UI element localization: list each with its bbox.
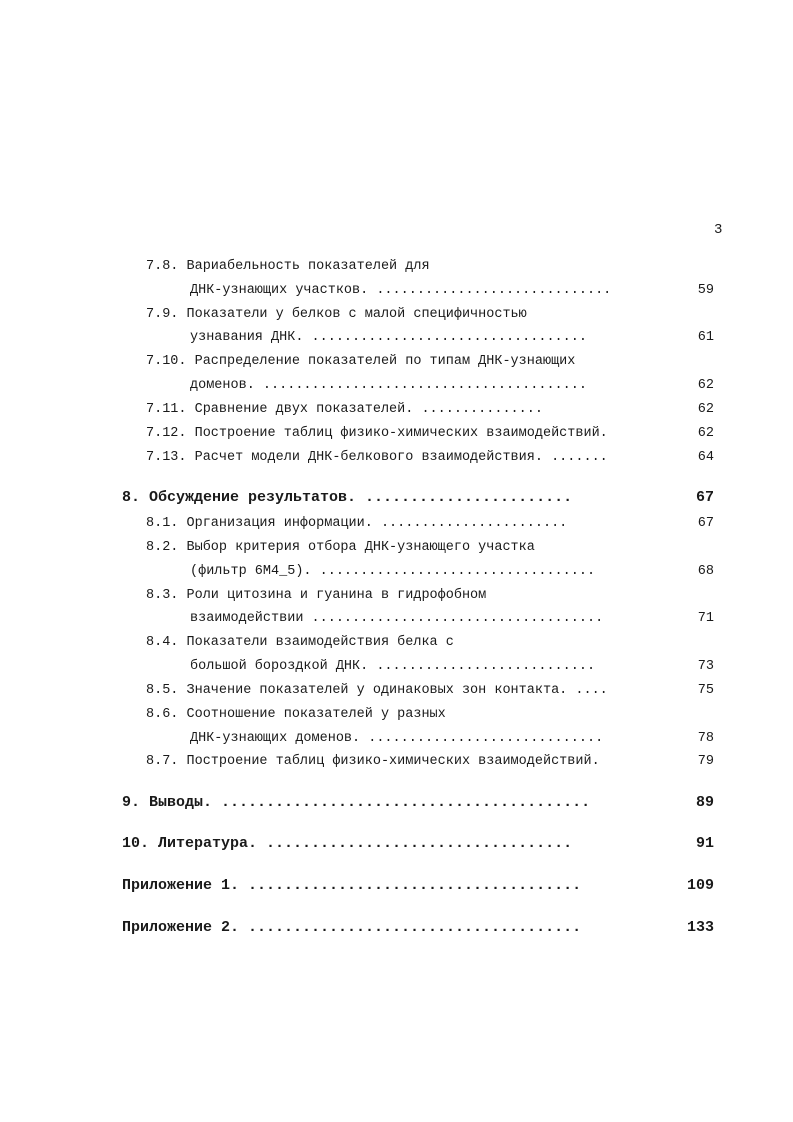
toc-chapter — [0, 488, 793, 508]
toc-entry-text: 8.5. Значение показателей у одинаковых зон контакта. .... — [146, 683, 608, 698]
toc-entry-text: взаимодействии .................................... — [190, 611, 604, 626]
toc-chapter-page: 133 — [686, 919, 714, 936]
toc-entry-text: 7.9. Показатели у белков с малой специфичностью — [146, 307, 527, 322]
toc-entry-text: узнавания ДНК. .................................. — [190, 330, 587, 345]
toc-entry-text: большой бороздкой ДНК. ........................... — [190, 659, 596, 674]
toc-entry — [0, 352, 793, 372]
toc-chapter-text: 9. Выводы. ......................................... — [122, 794, 591, 811]
toc-entry-text: 7.12. Построение таблиц физико-химических взаимодействий. — [146, 426, 608, 441]
toc-entry — [0, 562, 793, 582]
toc-chapter-text: 8. Обсуждение результатов. ....................... — [122, 489, 573, 506]
toc-entry — [0, 281, 793, 301]
toc-entry — [0, 448, 793, 468]
toc-entry — [0, 752, 793, 772]
toc-entry-text: доменов. ........................................ — [190, 378, 587, 393]
toc-chapter — [0, 793, 793, 813]
toc-entry — [0, 586, 793, 606]
toc-entry-text: 7.13. Расчет модели ДНК-белкового взаимодействия. ....... — [146, 450, 608, 465]
toc-entry-page: 61 — [697, 330, 714, 345]
toc-chapter-page: 109 — [686, 877, 714, 894]
toc-entry — [0, 424, 793, 444]
toc-entry-text: 7.10. Распределение показателей по типам ДНК-узнающих — [146, 354, 576, 369]
toc-entry — [0, 257, 793, 277]
toc-entry — [0, 305, 793, 325]
toc-entry-text: 8.6. Соотношение показателей у разных — [146, 707, 446, 722]
toc-chapter — [0, 834, 793, 854]
toc-entry — [0, 681, 793, 701]
toc-entry-text: 8.2. Выбор критерия отбора ДНК-узнающего участка — [146, 540, 535, 555]
toc-entry-text: 8.1. Организация информации. ....................... — [146, 516, 568, 531]
toc-entry — [0, 400, 793, 420]
toc-entry — [0, 729, 793, 749]
toc-entry-text: ДНК-узнающих доменов. ............................. — [190, 731, 604, 746]
toc-entry-text: 8.4. Показатели взаимодействия белка с — [146, 635, 454, 650]
toc-entry-page: 59 — [697, 283, 714, 298]
toc-entry — [0, 376, 793, 396]
toc-entry-page: 73 — [697, 659, 714, 674]
toc-entry-page: 78 — [697, 731, 714, 746]
toc-entry-page: 67 — [697, 516, 714, 531]
toc-chapter-text: Приложение 1. ..................................... — [122, 877, 582, 894]
toc-entry — [0, 705, 793, 725]
toc-entry-text: 7.11. Сравнение двух показателей. ............... — [146, 402, 543, 417]
toc-entry-text: 8.7. Построение таблиц физико-химических взаимодействий. — [146, 754, 600, 769]
page-number: 3 — [714, 222, 723, 238]
toc-chapter-text: Приложение 2. ..................................... — [122, 919, 582, 936]
toc-chapter-page: 67 — [695, 489, 714, 506]
toc-entry-page: 62 — [697, 378, 714, 393]
toc-entry-text: (фильтр 6М4_5). .................................. — [190, 564, 596, 579]
toc-entry-page: 62 — [697, 402, 714, 417]
toc-entry-page: 75 — [697, 683, 714, 698]
toc-entry-page: 71 — [697, 611, 714, 626]
toc-entry-text: 7.8. Вариабельность показателей для — [146, 259, 430, 274]
toc-chapter — [0, 876, 793, 896]
toc-entry — [0, 328, 793, 348]
toc-entry — [0, 609, 793, 629]
toc-entry-page: 64 — [697, 450, 714, 465]
toc-entry-text: 8.3. Роли цитозина и гуанина в гидрофобном — [146, 588, 487, 603]
toc-entry — [0, 514, 793, 534]
toc-entry — [0, 538, 793, 558]
toc-chapter-text: 10. Литература. .................................. — [122, 835, 573, 852]
toc-entry-text: ДНК-узнающих участков. ............................. — [190, 283, 612, 298]
toc-entry-page: 62 — [697, 426, 714, 441]
toc-entry-page: 79 — [697, 754, 714, 769]
toc-chapter-page: 89 — [695, 794, 714, 811]
toc-entry — [0, 633, 793, 653]
toc-chapter-page: 91 — [695, 835, 714, 852]
toc-entry-page: 68 — [697, 564, 714, 579]
toc-entry — [0, 657, 793, 677]
toc-chapter — [0, 918, 793, 938]
